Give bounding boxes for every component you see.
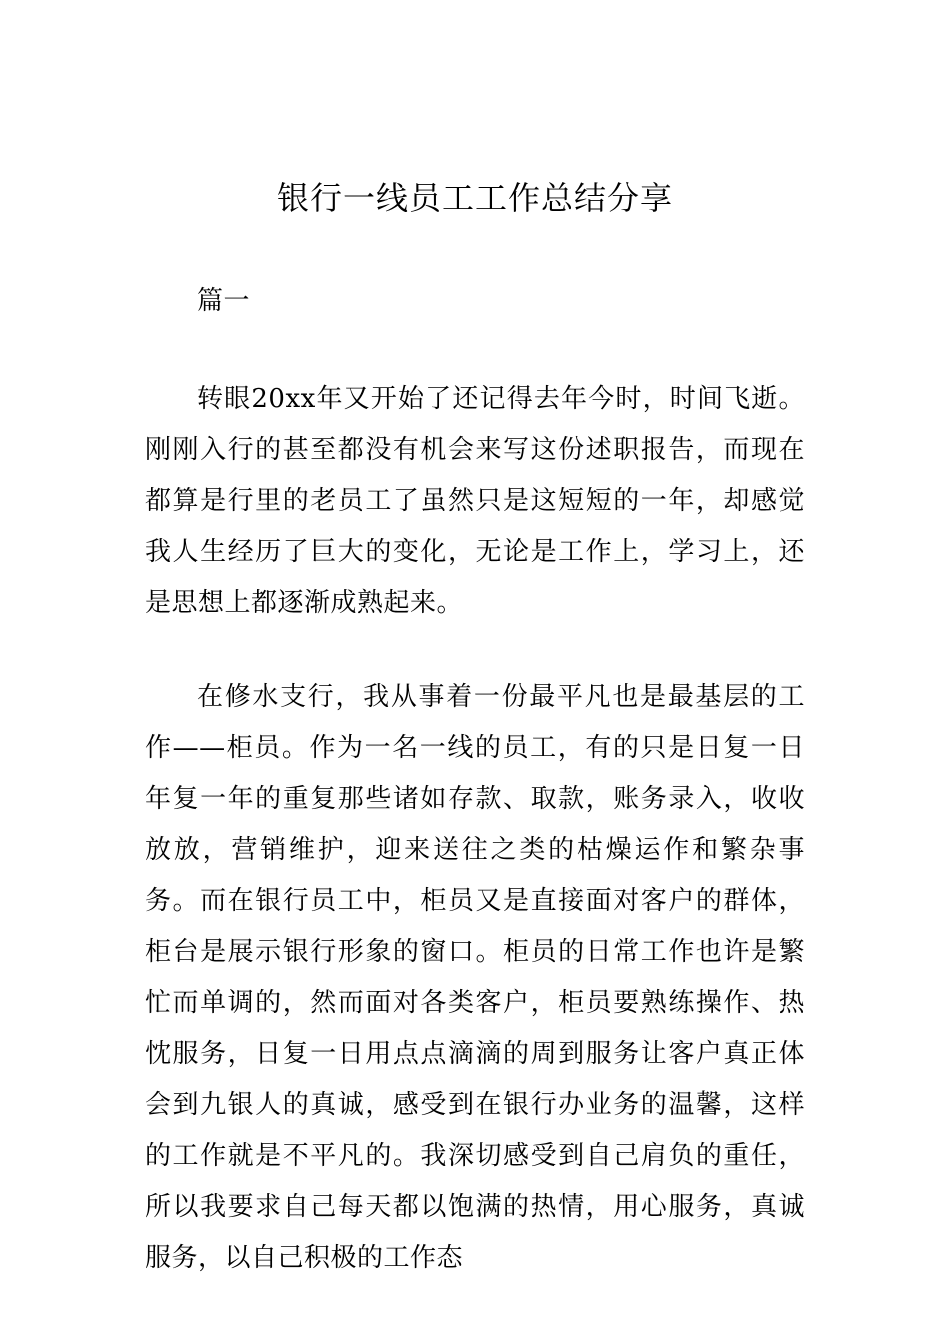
section-label: 篇一 [197,286,251,316]
document-title: 银行一线员工工作总结分享 [276,179,673,217]
paragraph-1: 转眼20xx年又开始了还记得去年今时，时间飞逝。刚刚入行的甚至都没有机会来写这份述职报告，而现在都算是行里的老员工了虽然只是这短短的一年，却感觉我人生经历了巨大的变化，无论是工作上，学习上，还是思想上都逐渐成熟起来。 [145,384,805,618]
paragraph-2: 在修水支行，我从事着一份最平凡也是最基层的工作——柜员。作为一名一线的员工，有的只是日复一日年复一年的重复那些诸如存款、取款，账务录入，收收放放，营销维护，迎来送往之类的枯燥运作和繁杂事务。而在银行员工中，柜员又是直接面对客户的群体，柜台是展示银行形象的窗口。柜员的日常工作也许是繁忙而单调的，然而面对各类客户，柜员要熟练操作、热忱服务，日复一日用点点滴滴的周到服务让客户真正体会到九银人的真诚，感受到在银行办业务的温馨，这样的工作就是不平凡的。我深切感受到自己肩负的重任，所以我要求自己每天都以饱满的热情，用心服务，真诚服务，以自己积极的工作态 [145,682,805,1273]
